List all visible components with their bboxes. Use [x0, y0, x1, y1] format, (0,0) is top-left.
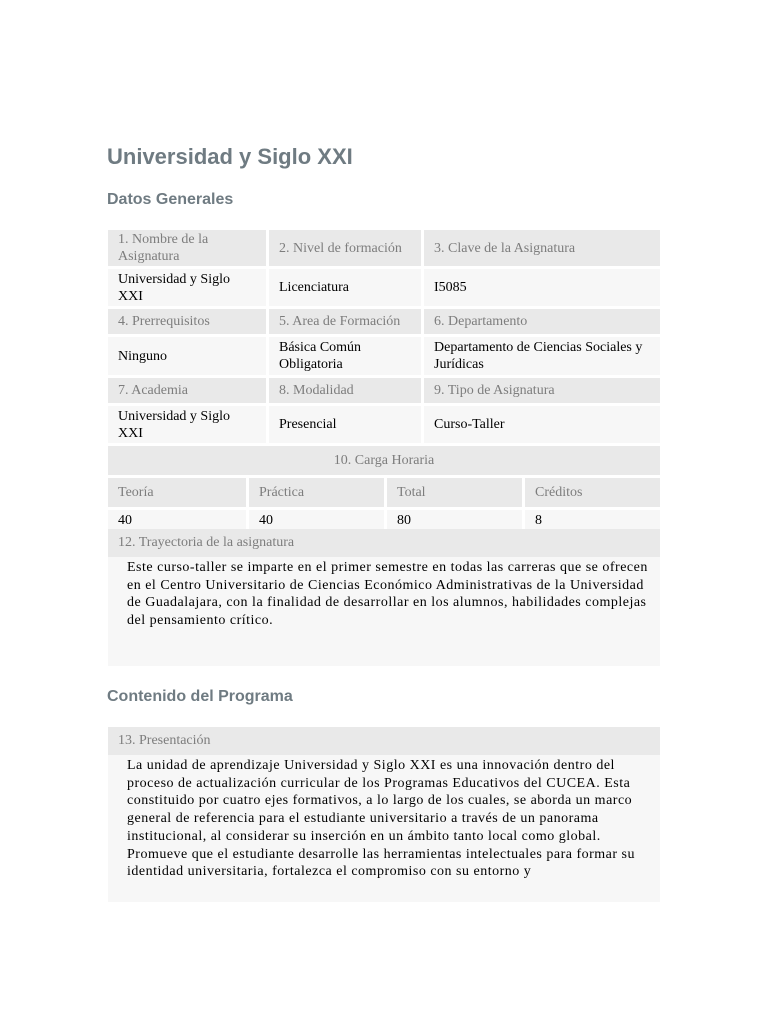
field-value: Universidad y Siglo XXI	[108, 406, 266, 443]
section-heading-content: Contenido del Programa	[107, 688, 293, 705]
presentation-text: La unidad de aprendizaje Universidad y Siglo XXI es una innovación dentro del proceso de actualización curricular de los Programas Educativos del CUCEA. Esta constituido por cuatro ejes formativos, a lo largo de los cuales, se aborda un marco general de referencia para el estudiante universitario a través de un panorama institucional, al considerar su inserción en un ámbito tanto local como global. Promueve que el estudiante desarrolle las herramientas intelectuales para formar su identidad universitaria, fortalezca el compromiso con su entorno y	[127, 758, 635, 880]
field-value: Universidad y Siglo XXI	[108, 269, 266, 306]
general-data-table	[108, 227, 660, 446]
table-row	[108, 337, 660, 375]
field-value: Ninguno	[108, 337, 266, 375]
table-row	[108, 510, 660, 530]
field-label: 5. Area de Formación	[266, 309, 421, 334]
hours-header: 10. Carga Horaria	[108, 446, 660, 475]
trajectory-text: Este curso-taller se imparte en el primer semestre en todas las carreras que se ofrecen en el Centro Universitario de Ciencias Económico Administrativas de la Universidad de Guadalajara, con la finalidad de desarrollar en los alumnos, habilidades complejas del pensamiento crítico.	[127, 560, 648, 629]
field-label: 6. Departamento	[421, 309, 660, 334]
hours-value: 8	[522, 510, 660, 530]
column-header: Créditos	[522, 478, 660, 507]
trajectory-label: 12. Trayectoria de la asignatura	[108, 529, 660, 557]
field-value: Licenciatura	[266, 269, 421, 306]
presentation-body	[108, 755, 660, 902]
page-title: Universidad y Siglo XXI	[107, 144, 353, 169]
field-label: 1. Nombre de la Asignatura	[108, 230, 266, 266]
field-label: 3. Clave de la Asignatura	[421, 230, 660, 266]
table-row	[108, 478, 660, 507]
table-row	[108, 446, 660, 475]
column-header: Total	[384, 478, 522, 507]
field-value: I5085	[421, 269, 660, 306]
field-label: 2. Nivel de formación	[266, 230, 421, 266]
hours-value: 80	[384, 510, 522, 530]
hours-value: 40	[246, 510, 384, 530]
field-value: Curso-Taller	[421, 406, 660, 443]
column-header: Práctica	[246, 478, 384, 507]
presentation-label: 13. Presentación	[108, 727, 660, 755]
field-value: Departamento de Ciencias Sociales y Jurídicas	[421, 337, 660, 375]
table-row	[108, 406, 660, 443]
section-heading-general: Datos Generales	[107, 191, 234, 208]
field-label: 9. Tipo de Asignatura	[421, 378, 660, 403]
table-row	[108, 269, 660, 306]
field-value: Básica Común Obligatoria	[266, 337, 421, 375]
trajectory-block	[108, 529, 660, 666]
table-row	[108, 309, 660, 334]
field-label: 4. Prerrequisitos	[108, 309, 266, 334]
column-header: Teoría	[108, 478, 246, 507]
hours-table	[108, 443, 660, 533]
field-label: 8. Modalidad	[266, 378, 421, 403]
hours-value: 40	[108, 510, 246, 530]
trajectory-body	[108, 557, 660, 666]
table-row	[108, 378, 660, 403]
field-label: 7. Academia	[108, 378, 266, 403]
field-value: Presencial	[266, 406, 421, 443]
table-row	[108, 230, 660, 266]
presentation-block	[108, 727, 660, 902]
